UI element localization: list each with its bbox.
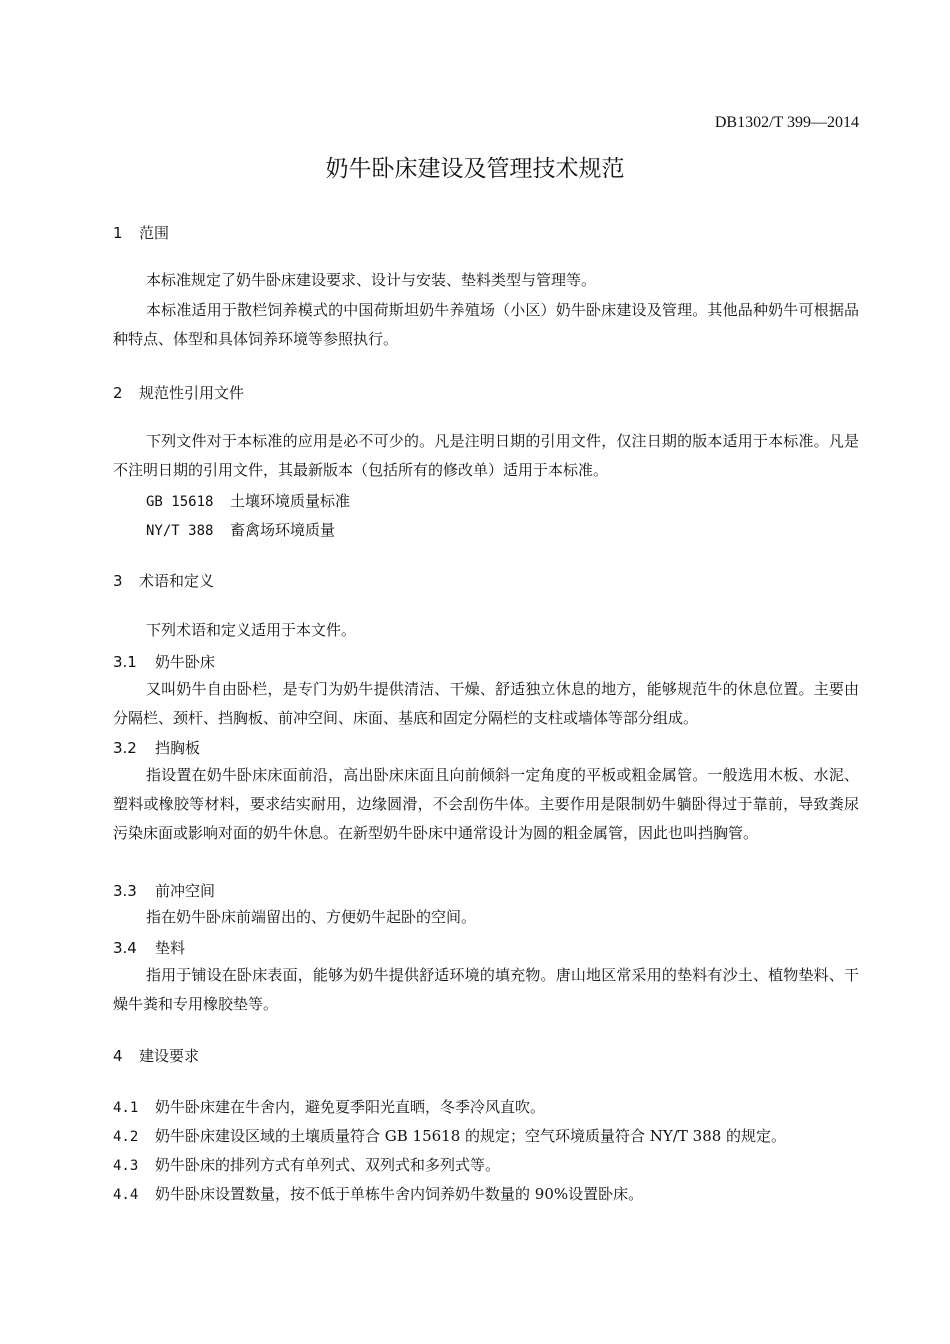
item-text: 奶牛卧床的排列方式有单列式、双列式和多列式等。 xyxy=(155,1156,501,1174)
term-heading xyxy=(113,737,200,758)
section-number: 3 xyxy=(113,572,123,590)
term-heading xyxy=(113,651,215,672)
item-number: 4.2 xyxy=(113,1129,139,1145)
reference-item xyxy=(146,490,350,511)
requirement-item xyxy=(113,1154,863,1175)
item-text: 奶牛卧床建在牛舍内，避免夏季阳光直晒，冬季冷风直吹。 xyxy=(155,1098,546,1116)
section-title: 范围 xyxy=(139,224,170,242)
section-number: 1 xyxy=(113,224,123,242)
section-2-heading xyxy=(113,382,244,403)
item-number: 4.4 xyxy=(113,1187,139,1203)
item-text: 奶牛卧床建设区域的土壤质量符合 GB 15618 的规定；空气环境质量符合 NY/T 388 的规定。 xyxy=(155,1127,787,1145)
item-number: 4.1 xyxy=(113,1100,139,1116)
term-definition: 指设置在奶牛卧床床面前沿，高出卧床床面且向前倾斜一定角度的平板或粗金属管。一般选用木板、水泥、塑料或橡胶等材料，要求结实耐用，边缘圆滑，不会刮伤牛体。主要作用是限制奶牛躺卧得过于靠前，导致粪尿污染床面或影响对面的奶牛休息。在新型奶牛卧床中通常设计为圆的粗金属管，因此也叫挡胸管。 xyxy=(113,766,859,842)
paragraph: 本标准适用于散栏饲养模式的中国荷斯坦奶牛养殖场（小区）奶牛卧床建设及管理。其他品种奶牛可根据品种特点、体型和具体饲养环境等参照执行。 xyxy=(113,301,859,348)
term-number: 3.2 xyxy=(113,739,137,757)
section-title: 规范性引用文件 xyxy=(139,384,245,402)
term-definition: 指用于铺设在卧床表面，能够为奶牛提供舒适环境的填充物。唐山地区常采用的垫料有沙土、植物垫料、干燥牛粪和专用橡胶垫等。 xyxy=(113,966,859,1013)
term-number: 3.1 xyxy=(113,653,137,671)
paragraph: 下列术语和定义适用于本文件。 xyxy=(146,621,357,639)
reference-name: 土壤环境质量标准 xyxy=(230,492,351,510)
term-heading xyxy=(113,880,215,901)
document-title: 奶牛卧床建设及管理技术规范 xyxy=(325,156,625,182)
section-4-heading xyxy=(113,1045,199,1066)
section-number: 4 xyxy=(113,1047,123,1065)
requirement-item xyxy=(113,1125,863,1146)
paragraph: 本标准规定了奶牛卧床建设要求、设计与安装、垫料类型与管理等。 xyxy=(146,271,597,289)
item-text: 奶牛卧床设置数量，按不低于单栋牛舍内饲养奶牛数量的 90%设置卧床。 xyxy=(155,1185,644,1203)
term-title: 奶牛卧床 xyxy=(155,653,216,671)
reference-name: 畜禽场环境质量 xyxy=(230,521,336,539)
term-heading xyxy=(113,937,185,958)
paragraph: 下列文件对于本标准的应用是必不可少的。凡是注明日期的引用文件，仅注日期的版本适用于本标准。凡是不注明日期的引用文件，其最新版本（包括所有的修改单）适用于本标准。 xyxy=(113,432,859,479)
term-definition: 指在奶牛卧床前端留出的、方便奶牛起卧的空间。 xyxy=(146,908,477,926)
section-1-heading xyxy=(113,222,169,243)
section-title: 建设要求 xyxy=(139,1047,200,1065)
term-title: 前冲空间 xyxy=(155,882,216,900)
reference-code: GB 15618 xyxy=(146,494,214,510)
section-title: 术语和定义 xyxy=(139,572,215,590)
term-definition: 又叫奶牛自由卧栏，是专门为奶牛提供清洁、干燥、舒适独立休息的地方，能够规范牛的休息位置。主要由分隔栏、颈杆、挡胸板、前冲空间、床面、基底和固定分隔栏的支柱或墙体等部分组成。 xyxy=(113,680,859,727)
requirement-item xyxy=(113,1183,863,1204)
section-number: 2 xyxy=(113,384,123,402)
term-number: 3.4 xyxy=(113,939,137,957)
item-number: 4.3 xyxy=(113,1158,139,1174)
term-number: 3.3 xyxy=(113,882,137,900)
term-title: 挡胸板 xyxy=(155,739,201,757)
reference-item xyxy=(146,519,335,540)
reference-code: NY/T 388 xyxy=(146,523,214,539)
section-3-heading xyxy=(113,570,214,591)
term-title: 垫料 xyxy=(155,939,186,957)
standard-code: DB1302/T 399—2014 xyxy=(714,114,859,131)
requirement-item xyxy=(113,1096,863,1117)
